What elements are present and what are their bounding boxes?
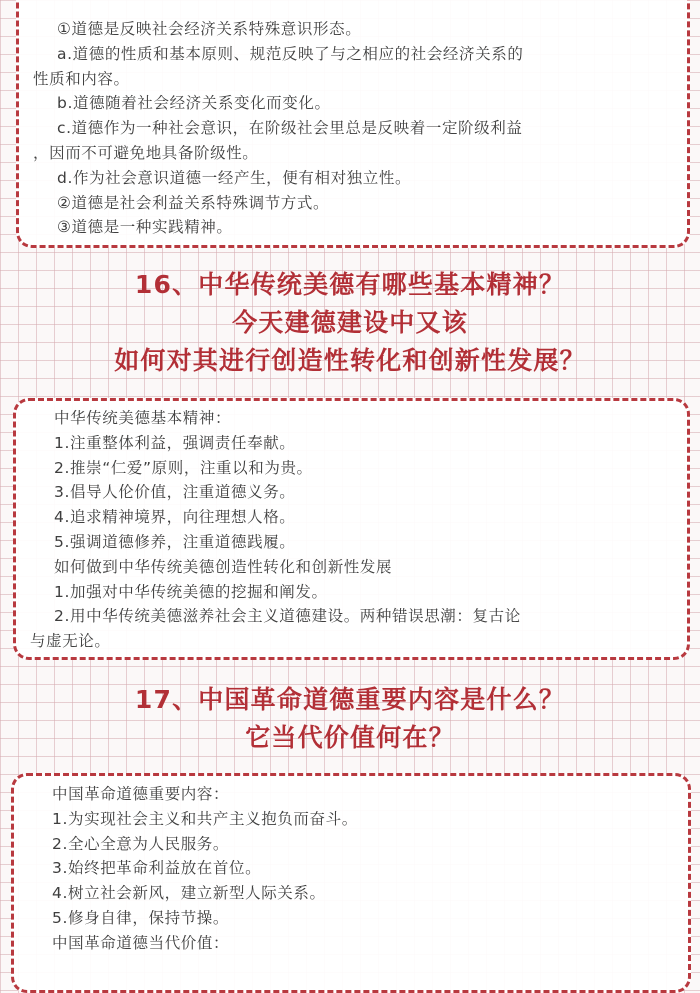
text-line: 中国革命道德当代价值： [52,933,230,952]
text-line: d.作为社会意识道德一经产生，便有相对独立性。 [57,168,412,187]
text-line: ②道德是社会利益关系特殊调节方式。 [57,193,330,212]
text-line: c.道德作为一种社会意识，在阶级社会里总是反映着一定阶级利益 [57,119,523,138]
text-line: a.道德的性质和基本原则、规范反映了与之相应的社会经济关系的 [57,44,524,63]
text-line: 3.始终把革命利益放在首位。 [52,859,262,878]
content-box-revolutionary-morality [11,773,691,993]
text-line: ，因而不可避免地具备阶级性。 [33,143,259,162]
text-line: 2.推崇“仁爱”原则，注重以和为贵。 [54,458,313,477]
text-line: 2.全心全意为人民服务。 [52,834,229,853]
text-line: b.道德随着社会经济关系变化而变化。 [57,94,331,113]
heading-line: 17、中国革命道德重要内容是什么？ [134,685,566,714]
heading-line: 16、中华传统美德有哪些基本精神？ [134,270,566,299]
text-line: 2.用中华传统美德滋养社会主义道德建设。两种错误思潮：复古论 [54,607,521,626]
question-17-heading [0,681,700,757]
text-line: 3.倡导人伦价值，注重道德义务。 [54,483,296,502]
heading-line: 今天建德建设中又该 [232,308,468,337]
text-line: 如何做到中华传统美德创造性转化和创新性发展 [54,557,393,576]
text-line: ①道德是反映社会经济关系特殊意识形态。 [57,20,362,38]
text-line: 1.注重整体利益，强调责任奉献。 [54,433,296,452]
text-line: ③道德是一种实践精神。 [57,218,233,237]
content-box-traditional-virtues [13,398,690,660]
text-line: 4.追求精神境界，向往理想人格。 [54,508,296,527]
text-line: 中华传统美德基本精神： [54,409,232,427]
question-16-heading [0,266,700,380]
text-line: 中国革命道德重要内容： [52,785,230,803]
text-line: 4.树立社会新风，建立新型人际关系。 [52,884,326,903]
text-line: 5.强调道德修养，注重道德践履。 [54,532,296,551]
text-line: 与虚无论。 [30,632,111,651]
text-line: 5.修身自律，保持节操。 [52,908,229,927]
text-line: 1.加强对中华传统美德的挖掘和阐发。 [54,582,328,601]
heading-line: 如何对其进行创造性转化和创新性发展？ [114,346,586,375]
heading-line: 它当代价值何在？ [245,723,455,752]
content-box-moral-essence [16,0,690,248]
text-line: 1.为实现社会主义和共产主义抱负而奋斗。 [52,809,358,828]
text-line: 性质和内容。 [33,69,130,88]
